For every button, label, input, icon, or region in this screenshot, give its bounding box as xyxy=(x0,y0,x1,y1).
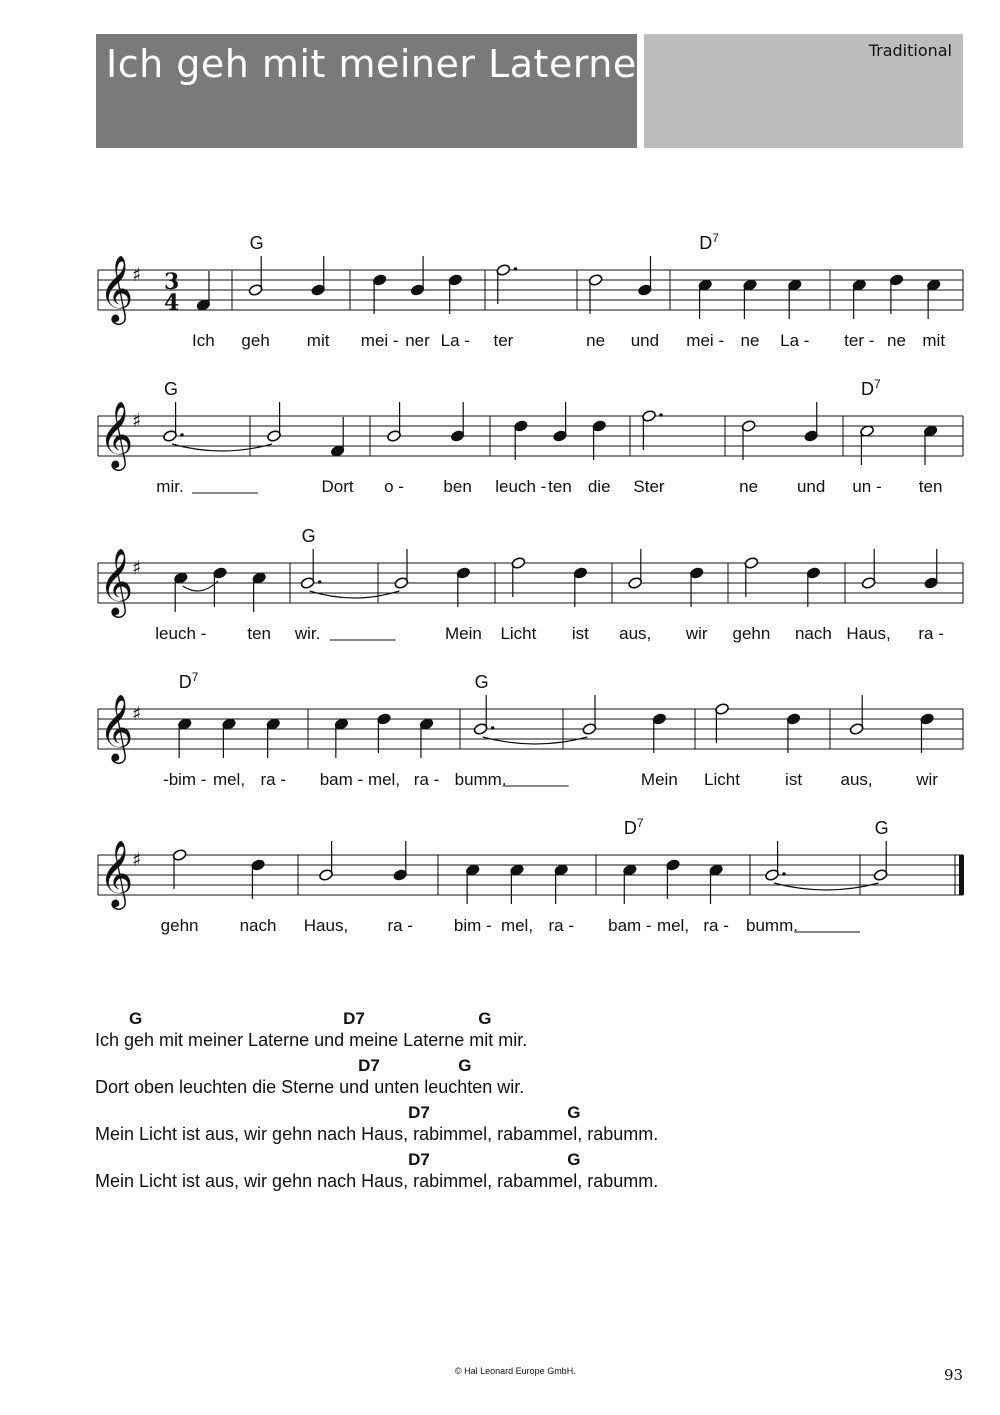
augmentation-dot xyxy=(514,267,518,271)
chord-label: D7 xyxy=(408,1150,430,1169)
lyric-syllable: bim - xyxy=(453,916,492,935)
lyric-syllable: La - xyxy=(440,331,470,350)
lyric-syllable: Ich xyxy=(192,331,215,350)
lyric-syllable: und xyxy=(796,477,826,496)
lyric-syllable: leuch - xyxy=(155,624,207,643)
key-signature-sharp: ♯ xyxy=(132,849,142,871)
lyric-syllable: mel, xyxy=(212,770,246,789)
lyric-syllable: aus, xyxy=(840,770,873,789)
lyric-syllable: Haus, xyxy=(846,624,891,643)
chord-symbol: $D^7$ xyxy=(623,816,644,838)
chord-label: G xyxy=(458,1056,472,1075)
song-title: Ich geh mit meiner Laterne xyxy=(106,42,637,86)
lyric-syllable: ten xyxy=(548,477,572,496)
lyric-syllable: Licht xyxy=(500,624,537,643)
key-signature-sharp: ♯ xyxy=(132,410,142,432)
chord-label: G xyxy=(567,1150,581,1169)
chord-lyric-line xyxy=(95,1052,915,1099)
chord-label: G xyxy=(129,1009,143,1028)
treble-clef: 𝄞 xyxy=(99,839,134,907)
lyric-syllable: und xyxy=(630,331,660,350)
augmentation-dot xyxy=(180,433,184,437)
lyric-syllable: ne xyxy=(739,477,759,496)
lyric-syllable: Licht xyxy=(704,770,740,789)
lyric-syllable: gehn xyxy=(160,916,199,935)
lyric-syllable: ne xyxy=(740,331,760,350)
lyric-syllable: mit xyxy=(922,331,946,350)
tie xyxy=(483,737,588,744)
lyric-syllable: Dort xyxy=(321,477,354,496)
page-number: 93 xyxy=(944,1366,964,1384)
lyric-syllable: mir. xyxy=(156,477,184,496)
lyric-syllable: wir xyxy=(916,770,938,789)
chord-symbol: G xyxy=(249,233,264,253)
lyric-syllable: mel, xyxy=(656,916,690,935)
lyric-text: Dort oben leuchten die Sterne und unten leuchten wir. xyxy=(95,1077,525,1097)
lyric-syllable: La - xyxy=(780,331,810,350)
lyric-syllable: ne xyxy=(586,331,606,350)
chord-label: D7 xyxy=(343,1009,365,1028)
final-bar-line xyxy=(959,855,964,895)
chord-lyric-line xyxy=(95,1146,915,1193)
lyric-syllable: die xyxy=(587,477,611,496)
lyric-syllable: Mein xyxy=(640,770,678,789)
chord-symbol: $D^7$ xyxy=(178,670,199,692)
slur xyxy=(183,581,218,591)
lyric-syllable: ra - xyxy=(703,916,729,935)
augmentation-dot xyxy=(659,413,663,417)
lyric-syllable: ra - xyxy=(548,916,574,935)
lyric-syllable: ra - xyxy=(260,770,286,789)
lyric-syllable: bumm. xyxy=(746,916,798,935)
lyric-syllable: -bim - xyxy=(163,770,207,789)
lyric-syllable: ist xyxy=(571,624,589,643)
key-signature-sharp: ♯ xyxy=(132,557,142,579)
chord-label: D7 xyxy=(408,1103,430,1122)
lyric-syllable: nach xyxy=(239,916,277,935)
chord-symbol: $D^7$ xyxy=(861,377,881,399)
lyric-syllable: ra - xyxy=(918,624,944,643)
lyric-syllable: ner xyxy=(405,331,430,350)
chord-label: G xyxy=(478,1009,492,1028)
lyric-syllable: ra - xyxy=(413,770,440,789)
treble-clef: 𝄞 xyxy=(99,693,134,761)
tie xyxy=(774,883,879,890)
time-signature-top: 3 xyxy=(164,269,180,295)
lyric-syllable: bam - xyxy=(319,770,364,789)
lyric-syllable: mei - xyxy=(686,331,725,350)
chord-symbol: G xyxy=(301,526,316,546)
lyric-syllable: ter - xyxy=(844,331,875,350)
chord-symbol: G xyxy=(164,379,179,399)
chord-symbol: G xyxy=(874,818,889,838)
lyric-syllable: o - xyxy=(384,477,404,496)
lyric-text: Ich geh mit meiner Laterne und meine Laterne mit mir. xyxy=(95,1030,528,1050)
lyric-syllable: nach xyxy=(794,624,832,643)
lyric-syllable: aus, xyxy=(619,624,652,643)
lyric-syllable: ter xyxy=(493,331,514,350)
augmentation-dot xyxy=(782,872,786,876)
lyric-syllable: mel, xyxy=(367,770,401,789)
lyric-syllable: gehn xyxy=(732,624,771,643)
lyric-syllable: wir xyxy=(685,624,708,643)
lyric-syllable: Ster xyxy=(633,477,665,496)
lyric-syllable: ist xyxy=(785,770,803,789)
lyric-syllable: mel, xyxy=(500,916,534,935)
composer-credit: Traditional xyxy=(868,41,952,60)
chord-lyric-line xyxy=(95,1005,915,1052)
lyric-text: Mein Licht ist aus, wir gehn nach Haus, rabimmel, rabammel, rabumm. xyxy=(95,1171,659,1191)
lyric-syllable: ben xyxy=(443,477,472,496)
key-signature-sharp: ♯ xyxy=(132,703,142,725)
lyric-syllable: leuch - xyxy=(495,477,547,496)
lyric-syllable: bam - xyxy=(608,916,652,935)
lyric-syllable: ne xyxy=(887,331,906,350)
lyric-syllable: wir. xyxy=(294,624,321,643)
lyric-syllable: un - xyxy=(852,477,882,496)
chord-symbol: $D^7$ xyxy=(699,231,719,253)
chord-lyric-sheet xyxy=(95,1005,915,1193)
lyric-syllable: mit xyxy=(306,331,330,350)
lyric-syllable: geh xyxy=(241,331,270,350)
lyric-syllable: ten xyxy=(247,624,272,643)
key-signature-sharp: ♯ xyxy=(132,264,142,286)
lyric-text: Mein Licht ist aus, wir gehn nach Haus, rabimmel, rabammel, rabumm. xyxy=(95,1124,659,1144)
treble-clef: 𝄞 xyxy=(99,254,134,322)
chord-label: G xyxy=(567,1103,581,1122)
chord-lyric-line xyxy=(95,1099,915,1146)
treble-clef: 𝄞 xyxy=(99,400,134,468)
lyric-syllable: ten xyxy=(918,477,943,496)
tie xyxy=(310,591,400,598)
chord-label: D7 xyxy=(358,1056,380,1075)
augmentation-dot xyxy=(318,580,322,584)
lyric-syllable: ra - xyxy=(387,916,413,935)
copyright-notice: © Hal Leonard Europe GmbH. xyxy=(455,1366,576,1376)
tie xyxy=(172,444,272,451)
augmentation-dot xyxy=(491,726,495,730)
lyric-syllable: mei - xyxy=(360,331,399,350)
treble-clef: 𝄞 xyxy=(99,547,134,615)
lyric-syllable: Haus, xyxy=(303,916,349,935)
chord-symbol: G xyxy=(474,672,489,692)
time-signature-bottom: 4 xyxy=(164,290,180,316)
lyric-syllable: Mein xyxy=(444,624,482,643)
lyric-syllable: bumm. xyxy=(454,770,507,789)
